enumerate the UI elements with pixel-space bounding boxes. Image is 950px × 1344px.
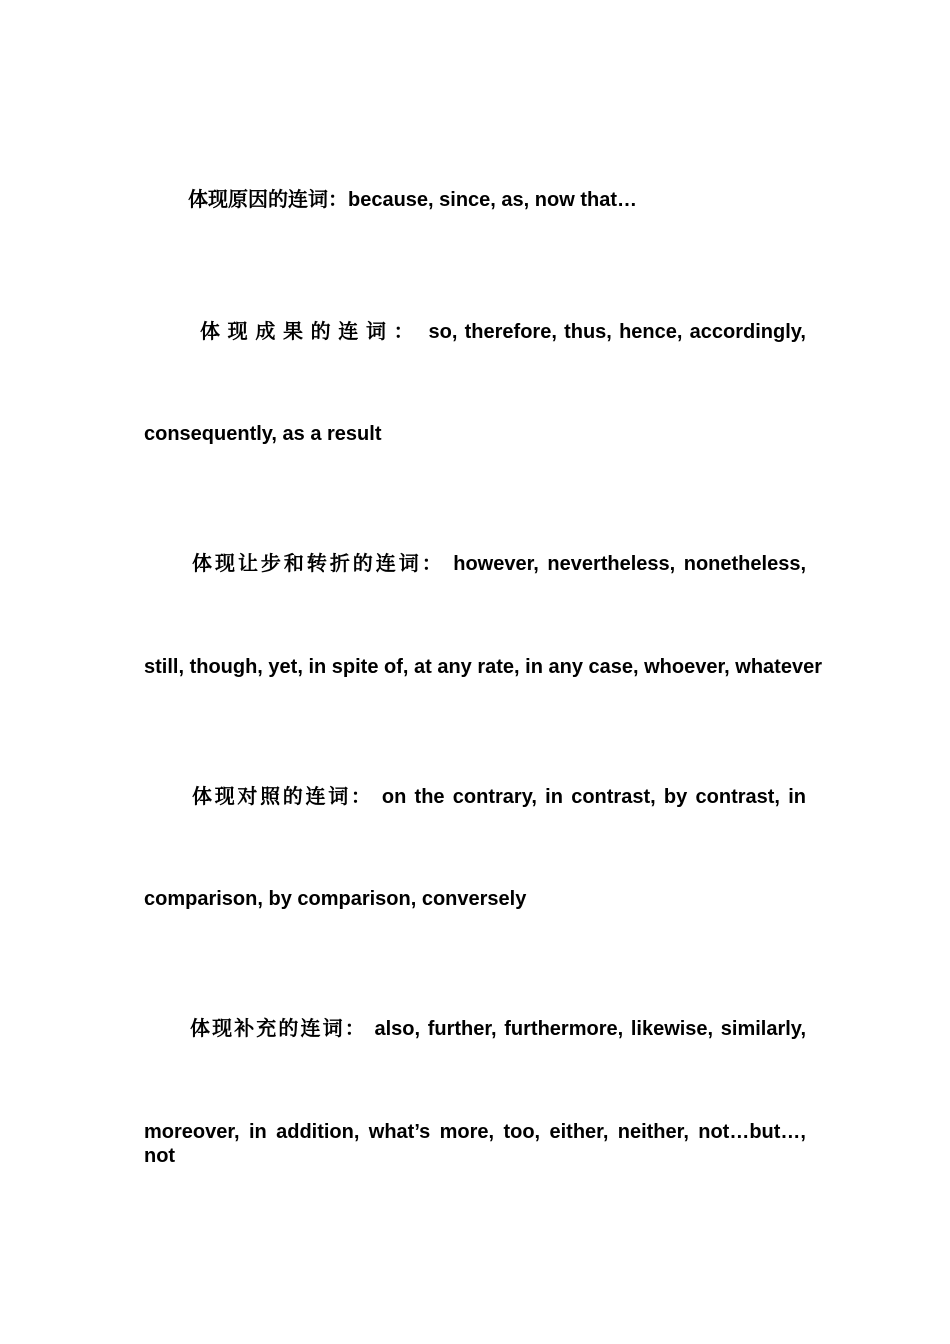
addition-conjunctions-text: also, further, furthermore, likewise, similarly, bbox=[374, 1018, 807, 1040]
addition-conjunctions-line2: moreover, in addition, what’s more, too, either, neither, not…but…, not bbox=[144, 1121, 806, 1167]
concession-conjunctions-text: however, nevertheless, nonetheless, bbox=[453, 553, 806, 575]
addition-conjunctions-line1 bbox=[144, 1017, 806, 1041]
contrast-conjunctions-label: 体现对照的连词： bbox=[192, 786, 374, 808]
result-conjunctions-label: 体现成果的连词： bbox=[200, 321, 422, 343]
result-conjunctions-text: so, therefore, thus, hence, accordingly, bbox=[428, 321, 806, 343]
addition-conjunctions-label: 体现补充的连词： bbox=[190, 1018, 367, 1040]
contrast-conjunctions-line2: comparison, by comparison, conversely bbox=[144, 888, 527, 910]
contrast-conjunctions-line1 bbox=[144, 785, 806, 809]
contrast-conjunctions-text: on the contrary, in contrast, by contrast, in bbox=[381, 786, 806, 808]
cause-conjunctions-line bbox=[144, 188, 806, 212]
cause-conjunctions-label: 体现原因的连词： bbox=[188, 189, 348, 211]
concession-conjunctions-line2: still, though, yet, in spite of, at any rate, in any case, whoever, whatever bbox=[144, 656, 822, 678]
result-conjunctions-line2: consequently, as a result bbox=[144, 423, 382, 445]
cause-conjunctions-text: because, since, as, now that… bbox=[348, 189, 637, 211]
result-conjunctions-line1 bbox=[144, 320, 806, 344]
concession-conjunctions-line1 bbox=[144, 552, 806, 576]
concession-conjunctions-label: 体现让步和转折的连词： bbox=[192, 553, 445, 575]
